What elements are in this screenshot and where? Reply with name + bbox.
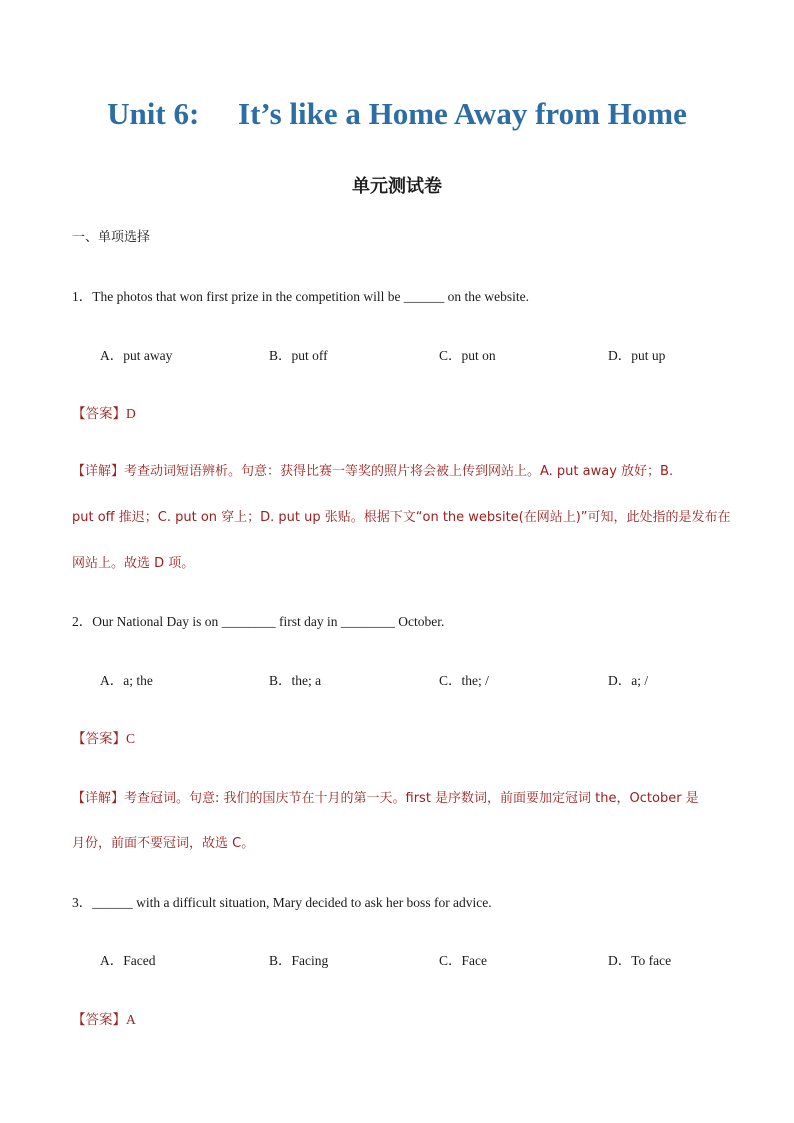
detail-line: 【详解】考查动词短语辨析。句意：获得比赛一等奖的照片将会被上传到网站上。A. put away 放好；B.	[72, 464, 674, 479]
detail-line: put off 推迟；C. put on 穿上；D. put up 张贴。根据下文“on the website(在网站上)”可知，此处指的是发布在	[72, 510, 731, 525]
page-title: Unit 6: It’s like a Home Away from Home	[107, 96, 687, 131]
answer-value: A	[126, 1012, 136, 1027]
answer-label: 【答案】	[72, 1012, 126, 1028]
question-3-option-a: A．Faced	[100, 953, 156, 968]
detail-line: 网站上。故选 D 项。	[72, 556, 195, 571]
question-3-answer	[72, 1008, 136, 1028]
question-3-option-c: C．Face	[439, 953, 487, 968]
question-2-option-d: D．a; /	[608, 673, 649, 688]
detail-line: 【详解】考查冠词。句意: 我们的国庆节在十月的第一天。first 是序数词，前面要加定冠词 the，October 是	[72, 791, 699, 806]
section-heading: 一、单项选择	[72, 230, 151, 245]
question-2-stem: 2．Our National Day is on ________ first day in ________ October.	[72, 614, 445, 629]
answer-label: 【答案】	[72, 731, 126, 747]
detail-line: 月份，前面不要冠词，故选 C。	[72, 836, 255, 851]
answer-value: D	[126, 406, 136, 421]
answer-label: 【答案】	[72, 406, 126, 422]
question-1-option-c: C．put on	[439, 348, 496, 363]
question-3-stem: 3．______ with a difficult situation, Mary decided to ask her boss for advice.	[72, 895, 492, 910]
question-1-stem: 1．The photos that won first prize in the competition will be ______ on the website.	[72, 289, 530, 304]
answer-value: C	[126, 731, 136, 746]
question-3-option-b: B．Facing	[269, 953, 329, 968]
question-3-option-d: D．To face	[608, 953, 672, 968]
question-1-option-a: A．put away	[100, 348, 173, 363]
question-2-option-c: C．the; /	[439, 673, 489, 688]
question-1-answer	[72, 402, 136, 422]
question-1-option-d: D．put up	[608, 348, 666, 363]
question-2-answer	[72, 727, 135, 747]
question-1-option-b: B．put off	[269, 348, 328, 363]
page-subtitle: 单元测试卷	[352, 176, 442, 197]
question-2-option-b: B．the; a	[269, 673, 322, 688]
question-2-option-a: A．a; the	[100, 673, 153, 688]
